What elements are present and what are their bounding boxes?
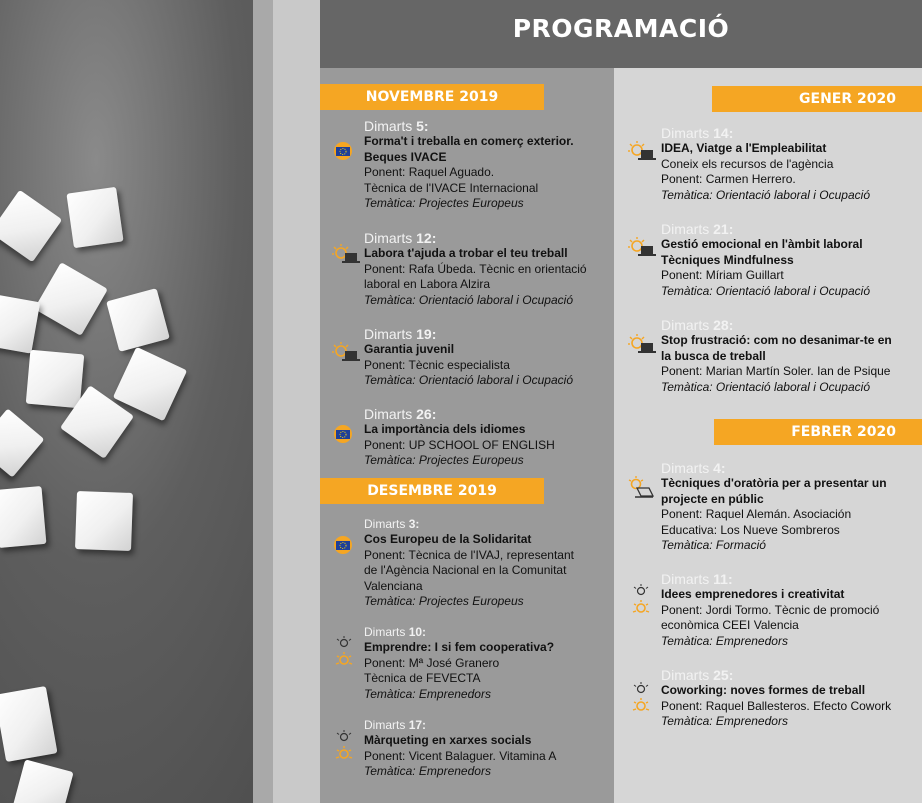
month-label: GENER 2020 (799, 91, 896, 107)
sugar-cube (66, 187, 123, 248)
event-title: IDEA, Viatge a l'Empleabilitat (661, 141, 827, 155)
event-theme: Temàtica: Orientació laboral i Ocupació (661, 187, 870, 202)
event-nov-19 (364, 326, 609, 389)
event-speaker: de l'Agència Nacional en la Comunitat (364, 563, 567, 577)
event-date: Dimarts 5: (364, 118, 429, 134)
lightbulb-icon (334, 730, 354, 769)
event-speaker: Ponent: Vicent Balaguer. Vitamina A (364, 748, 557, 763)
month-header-february (714, 419, 922, 445)
laptop-sun-icon (331, 243, 361, 272)
event-speaker: Ponent: Carmen Herrero. (661, 172, 796, 186)
event-nov-5 (364, 118, 609, 212)
event-title: La importància dels idiomes (364, 422, 526, 436)
header-bar (320, 0, 922, 68)
event-title: Labora t'ajuda a trobar el teu treball (364, 246, 568, 260)
decorative-stripe (253, 0, 273, 803)
event-date: Dimarts 21: (661, 221, 734, 237)
laptop-hand-icon (627, 476, 655, 505)
event-theme: Temàtica: Emprenedors (661, 714, 788, 728)
laptop-sun-icon (627, 140, 657, 169)
event-speaker: Ponent: Marian Martín Soler. Ian de Psique (661, 364, 891, 378)
month-label: DESEMBRE 2019 (367, 483, 497, 499)
event-theme: Temàtica: Projectes Europeus (364, 453, 524, 467)
eu-flag-icon (332, 141, 354, 166)
event-title: Emprendre: I si fem cooperativa? (364, 640, 555, 654)
laptop-sun-icon (331, 341, 361, 370)
sugar-cube (0, 294, 40, 353)
event-title: Gestió emocional en l'àmbit laboral (661, 237, 863, 251)
sugar-cube (106, 288, 170, 352)
event-speaker: Ponent: Tècnica de l'IVAJ, representant (364, 547, 574, 562)
event-title: Cos Europeu de la Solidaritat (364, 532, 532, 546)
sugar-cube (0, 190, 62, 262)
event-theme: Temàtica: Projectes Europeus (364, 196, 524, 210)
sugar-cube (0, 486, 46, 548)
event-speaker: Ponent: Mª José Granero (364, 655, 500, 670)
event-title: Coworking: noves formes de treball (661, 683, 866, 697)
event-speaker: Ponent: Míriam Guillart (661, 268, 784, 282)
event-title: Màrqueting en xarxes socials (364, 733, 532, 747)
event-theme: Temàtica: Projectes Europeus (364, 594, 524, 608)
event-gen-14 (661, 125, 919, 203)
event-feb-11 (661, 571, 919, 649)
sugar-cube (12, 759, 73, 803)
event-theme: Temàtica: Emprenedors (661, 633, 788, 648)
eu-flag-icon (332, 535, 354, 560)
sugar-cube (34, 262, 108, 336)
event-date: Dimarts 10: (364, 625, 427, 639)
event-date: Dimarts 14: (661, 125, 734, 141)
event-nov-12 (364, 230, 609, 308)
event-date: Dimarts 11: (661, 571, 733, 587)
event-date: Dimarts 4: (661, 460, 726, 476)
event-feb-25 (661, 667, 919, 730)
event-speaker: Ponent: Rafa Úbeda. Tècnic en orientació (364, 261, 587, 276)
event-speaker: Ponent: Raquel Alemán. Asociación (661, 507, 852, 521)
event-speaker: Ponent: UP SCHOOL OF ENGLISH (364, 437, 555, 452)
event-title: Tècniques Mindfulness (661, 252, 794, 267)
event-gen-21 (661, 221, 919, 299)
event-des-3 (364, 516, 609, 610)
eu-flag-icon (332, 424, 354, 449)
event-title: la busca de treball (661, 348, 766, 363)
event-speaker: Ponent: Tècnic especialista (364, 357, 510, 372)
event-speaker: econòmica CEEI Valencia (661, 618, 799, 632)
event-theme: Temàtica: Orientació laboral i Ocupació (661, 283, 870, 298)
event-speaker: Educativa: Los Nueve Sombreros (661, 522, 840, 537)
event-theme: Temàtica: Orientació laboral i Ocupació (661, 379, 870, 394)
event-theme: Temàtica: Emprenedors (364, 764, 491, 778)
event-date: Dimarts 3: (364, 517, 420, 531)
lightbulb-icon (334, 636, 354, 675)
laptop-sun-icon (627, 333, 657, 362)
lightbulb-icon (631, 584, 651, 623)
sugar-cube (26, 350, 85, 409)
event-title: Forma't i treballa en comerç exterior. (364, 134, 574, 148)
event-speaker: laboral en Labora Alzira (364, 277, 491, 291)
event-des-10 (364, 624, 609, 702)
event-title: Garantia juvenil (364, 342, 455, 356)
event-speaker: Valenciana (364, 578, 423, 593)
lightbulb-icon (631, 682, 651, 721)
month-label: NOVEMBRE 2019 (365, 89, 499, 105)
page-title: PROGRAMACIÓ (512, 14, 730, 43)
event-speaker: Tècnica de l'IVACE Internacional (364, 180, 539, 195)
event-speaker: Ponent: Raquel Ballesteros. Efecto Cowork (661, 698, 892, 713)
laptop-sun-icon (627, 236, 657, 265)
sugar-cube (0, 408, 44, 477)
event-speaker: Ponent: Raquel Aguado. (364, 165, 495, 179)
event-theme: Temàtica: Orientació laboral i Ocupació (364, 373, 573, 387)
event-des-17 (364, 717, 609, 780)
decorative-stripe (273, 0, 320, 803)
event-gen-28 (661, 317, 919, 395)
event-date: Dimarts 17: (364, 718, 427, 732)
event-date: Dimarts 28: (661, 317, 734, 333)
event-date: Dimarts 19: (364, 326, 437, 342)
month-label: FEBRER 2020 (791, 424, 896, 440)
event-speaker: Ponent: Jordi Tormo. Tècnic de promoció (661, 602, 880, 617)
month-header-november (320, 84, 544, 110)
event-date: Dimarts 26: (364, 406, 437, 422)
event-title: Tècniques d'oratòria per a presentar un (661, 476, 887, 490)
event-title: projecte en públic (661, 491, 764, 506)
month-header-december (320, 478, 544, 504)
sugar-cube (0, 686, 58, 762)
event-theme: Temàtica: Emprenedors (364, 686, 491, 701)
event-speaker: Tècnica de FEVECTA (364, 671, 481, 685)
event-theme: Temàtica: Formació (661, 538, 766, 552)
event-theme: Temàtica: Orientació laboral i Ocupació (364, 292, 573, 307)
event-title: Beques IVACE (364, 149, 447, 164)
month-header-january (712, 86, 922, 112)
event-nov-26 (364, 406, 609, 469)
sugar-cube (75, 491, 133, 551)
event-date: Dimarts 12: (364, 230, 437, 246)
event-speaker: Coneix els recursos de l'agència (661, 156, 834, 171)
event-title: Idees emprenedores i creativitat (661, 587, 845, 601)
event-title: Stop frustració: com no desanimar-te en (661, 333, 892, 347)
event-date: Dimarts 25: (661, 667, 734, 683)
event-feb-4 (661, 460, 919, 554)
